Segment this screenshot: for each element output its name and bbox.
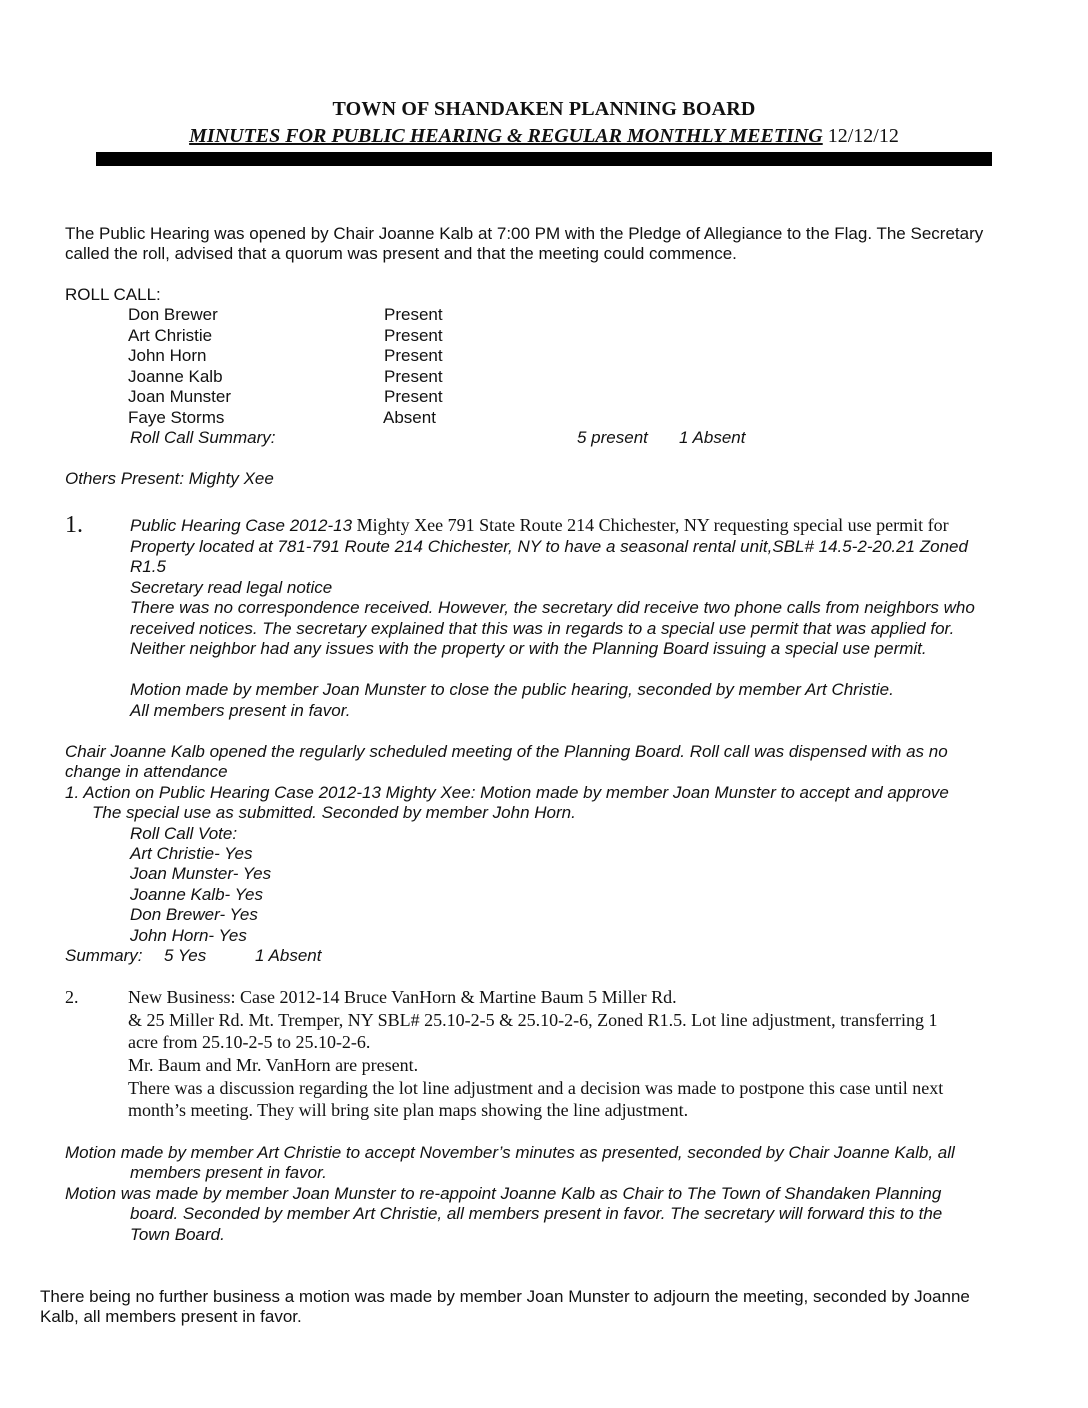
- item1-motion: All members present in favor.: [130, 701, 351, 720]
- closing-line: There being no further business a motion was made by member Joan Munster to adjourn the meeting, seconded by Joanne: [40, 1287, 970, 1306]
- roll-member-name: Joanne Kalb: [128, 367, 223, 386]
- action-line: 1. Action on Public Hearing Case 2012-13 Mighty Xee: Motion made by member Joan Munster to accept and approve: [65, 783, 949, 802]
- item1-heading: [130, 515, 949, 536]
- vote-label: Roll Call Vote:: [130, 824, 238, 843]
- item1-motion: Motion made by member Joan Munster to close the public hearing, seconded by member Art Christie.: [130, 680, 894, 699]
- roll-member-status: Present: [384, 346, 443, 365]
- roll-summary-present: 5 present: [577, 428, 648, 447]
- roll-member-status: Absent: [383, 408, 436, 427]
- intro-line: called the roll, advised that a quorum was present and that the meeting could commence.: [65, 244, 737, 263]
- vote-summary-yes: 5 Yes: [164, 946, 207, 965]
- regular-meeting-line: Chair Joanne Kalb opened the regularly scheduled meeting of the Planning Board. Roll call was dispensed with as no: [65, 742, 948, 761]
- item-number: 1.: [65, 512, 83, 538]
- item2-line: acre from 25.10-2-5 to 25.10-2-6.: [128, 1032, 371, 1052]
- vote-item: Joanne Kalb- Yes: [130, 885, 263, 904]
- roll-summary-absent: 1 Absent: [679, 428, 746, 447]
- item1-line: Secretary read legal notice: [130, 578, 333, 597]
- item2-line: New Business: Case 2012-14 Bruce VanHorn & Martine Baum 5 Miller Rd.: [128, 987, 677, 1007]
- roll-member-status: Present: [384, 305, 443, 324]
- motion-line: Town Board.: [130, 1225, 225, 1244]
- roll-member-name: Faye Storms: [128, 408, 225, 427]
- header-rule: [96, 152, 992, 166]
- closing-line: Kalb, all members present in favor.: [40, 1307, 302, 1326]
- item2-line: There was a discussion regarding the lot line adjustment and a decision was made to postpone this case until next: [128, 1078, 944, 1098]
- vote-item: Art Christie- Yes: [130, 844, 253, 863]
- item1-line: R1.5: [130, 557, 166, 576]
- item-number: 2.: [65, 987, 79, 1007]
- item2-line: Mr. Baum and Mr. VanHorn are present.: [128, 1055, 419, 1075]
- item1-line: received notices. The secretary explained that this was in regards to a special use permit that was applied for.: [130, 619, 955, 638]
- motion-line: Motion made by member Art Christie to accept November’s minutes as presented, seconded by Chair Joanne Kalb, all: [65, 1143, 955, 1162]
- vote-item: Don Brewer- Yes: [130, 905, 258, 924]
- roll-member-name: Joan Munster: [128, 387, 231, 406]
- regular-meeting-line: change in attendance: [65, 762, 228, 781]
- item1-line: There was no correspondence received. However, the secretary did receive two phone calls from neighbors who: [130, 598, 975, 617]
- roll-member-name: Don Brewer: [128, 305, 218, 324]
- vote-summary-label: Summary:: [65, 946, 143, 965]
- item2-line: month’s meeting. They will bring site plan maps showing the line adjustment.: [128, 1100, 689, 1120]
- item1-line: Property located at 781-791 Route 214 Chichester, NY to have a seasonal rental unit,SBL# 14.5-2-20.21 Zoned: [130, 537, 968, 556]
- intro-line: The Public Hearing was opened by Chair Joanne Kalb at 7:00 PM with the Pledge of Allegiance to the Flag. The Secretary: [65, 224, 984, 243]
- others-present: Others Present: Mighty Xee: [65, 469, 274, 488]
- motion-line: members present in favor.: [130, 1163, 327, 1182]
- page-title: TOWN OF SHANDAKEN PLANNING BOARD: [332, 98, 756, 120]
- vote-item: John Horn- Yes: [130, 926, 247, 945]
- motion-line: board. Seconded by member Art Christie, all members present in favor. The secretary will forward this to the: [130, 1204, 943, 1223]
- meeting-date: 12/12/12: [827, 125, 899, 147]
- roll-member-status: Present: [384, 387, 443, 406]
- action-line: The special use as submitted. Seconded by member John Horn.: [92, 803, 576, 822]
- roll-member-status: Present: [384, 367, 443, 386]
- roll-member-name: Art Christie: [128, 326, 213, 345]
- item1-case-text: Mighty Xee 791 State Route 214 Chichester, NY requesting special use permit for: [352, 515, 949, 535]
- item1-line: Neither neighbor had any issues with the property or with the Planning Board issuing a special use permit.: [130, 639, 927, 658]
- item1-case-label: Public Hearing Case 2012-13: [130, 516, 353, 535]
- vote-summary-absent: 1 Absent: [255, 946, 322, 965]
- roll-member-status: Present: [384, 326, 443, 345]
- vote-item: Joan Munster- Yes: [130, 864, 272, 883]
- roll-call-label: ROLL CALL:: [65, 285, 161, 304]
- motion-line: Motion was made by member Joan Munster to re-appoint Joanne Kalb as Chair to The Town of Shandaken Planning: [65, 1184, 942, 1203]
- roll-summary-label: Roll Call Summary:: [130, 428, 276, 447]
- roll-member-name: John Horn: [128, 346, 207, 365]
- item2-line: & 25 Miller Rd. Mt. Tremper, NY SBL# 25.10-2-5 & 25.10-2-6, Zoned R1.5. Lot line adjustment, transferring 1: [128, 1010, 938, 1030]
- subtitle-text: MINUTES FOR PUBLIC HEARING & REGULAR MONTHLY MEETING: [189, 125, 823, 147]
- page-subtitle: [0, 125, 1088, 148]
